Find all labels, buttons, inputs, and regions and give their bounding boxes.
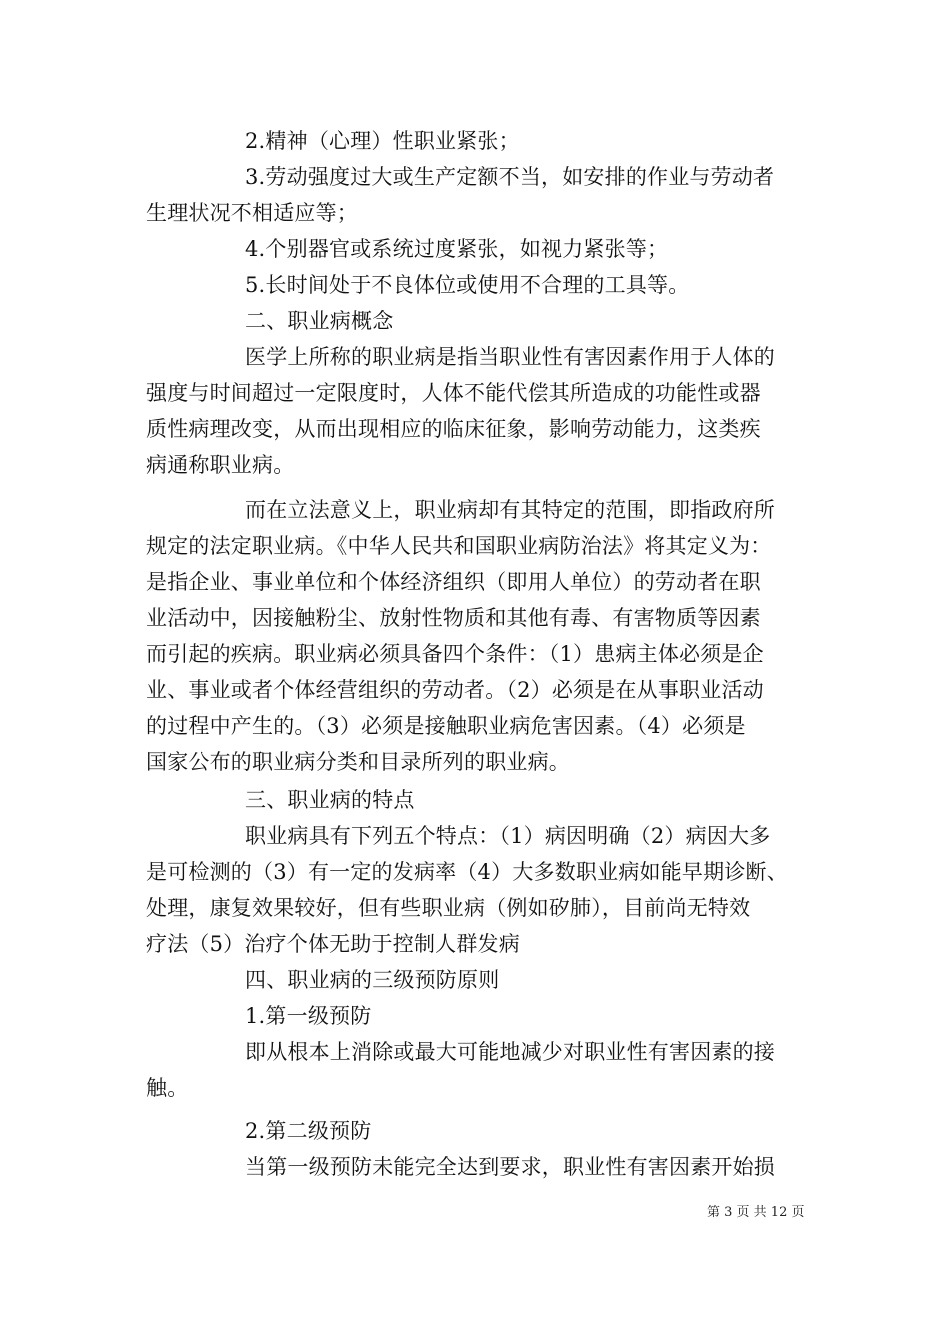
subsection-heading: 1.第一级预防 [245, 1004, 372, 1028]
text-line: 2.精神（心理）性职业紧张； [245, 129, 520, 153]
text-line: 国家公布的职业病分类和目录所列的职业病。 [146, 750, 570, 774]
text-line: 职业病具有下列五个特点：（1）病因明确（2）病因大多 [245, 824, 771, 848]
section-heading: 三、职业病的特点 [245, 788, 415, 812]
text-line: 3.劳动强度过大或生产定额不当，如安排的作业与劳动者 [245, 165, 775, 189]
page-number: 第 3 页 共 12 页 [707, 1205, 805, 1220]
text-line: 是可检测的（3）有一定的发病率（4）大多数职业病如能早期诊断、 [146, 860, 788, 884]
text-line: 质性病理改变，从而出现相应的临床征象，影响劳动能力，这类疾 [146, 417, 761, 441]
subsection-heading: 2.第二级预防 [245, 1119, 372, 1143]
text-line: 医学上所称的职业病是指当职业性有害因素作用于人体的 [245, 345, 775, 369]
section-heading: 二、职业病概念 [245, 309, 394, 333]
text-line: 业活动中，因接触粉尘、放射性物质和其他有毒、有害物质等因素 [146, 606, 761, 630]
text-line: 4.个别器官或系统过度紧张，如视力紧张等； [245, 237, 669, 261]
text-line: 病通称职业病。 [146, 453, 295, 477]
text-line: 即从根本上消除或最大可能地减少对职业性有害因素的接 [245, 1040, 775, 1064]
text-line: 是指企业、事业单位和个体经济组织（即用人单位）的劳动者在职 [146, 570, 761, 594]
text-line: 疗法（5）治疗个体无助于控制人群发病 [146, 932, 520, 956]
text-line: 处理，康复效果较好，但有些职业病（例如矽肺），目前尚无特效 [146, 896, 751, 920]
text-line: 而引起的疾病。职业病必须具备四个条件：（1）患病主体必须是企 [146, 642, 764, 666]
text-line: 业、事业或者个体经营组织的劳动者。（2）必须是在从事职业活动 [146, 678, 764, 702]
text-line: 触。 [146, 1076, 189, 1100]
text-line: 当第一级预防未能完全达到要求，职业性有害因素开始损 [245, 1155, 775, 1179]
text-line: 而在立法意义上，职业病却有其特定的范围，即指政府所 [245, 498, 775, 522]
section-heading: 四、职业病的三级预防原则 [245, 968, 500, 992]
text-line: 生理状况不相适应等； [146, 201, 358, 225]
text-line: 规定的法定职业病。《中华人民共和国职业病防治法》将其定义为： [146, 534, 772, 558]
text-line: 5.长时间处于不良体位或使用不合理的工具等。 [245, 273, 690, 297]
text-line: 的过程中产生的。（3）必须是接触职业病危害因素。（4）必须是 [146, 714, 746, 738]
text-line: 强度与时间超过一定限度时，人体不能代偿其所造成的功能性或器 [146, 381, 761, 405]
